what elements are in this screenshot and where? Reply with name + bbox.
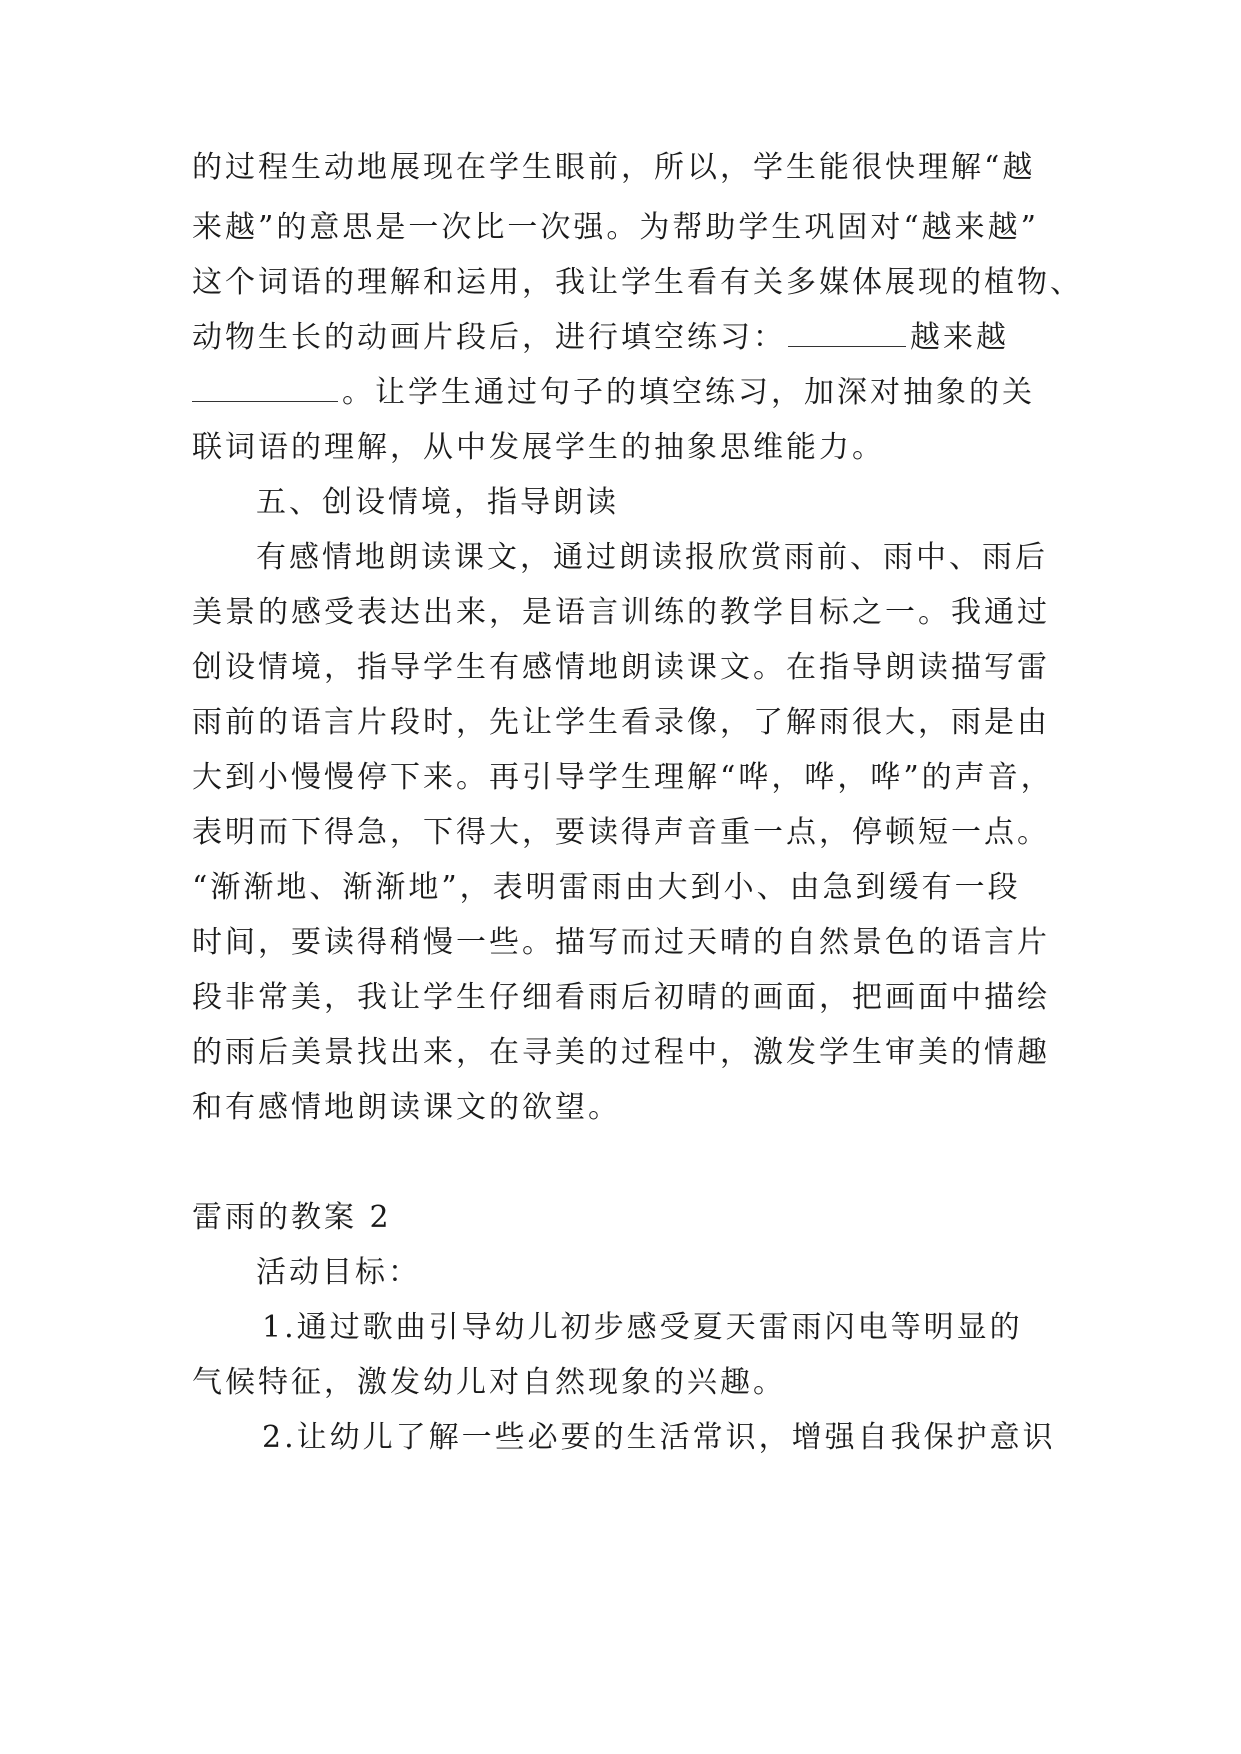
- text-line: 有感情地朗读课文，通过朗读报欣赏雨前、雨中、雨后: [256, 540, 1048, 575]
- text-line: 大到小慢慢停下来。再引导学生理解“哗，哗，哗”的声音，: [192, 760, 1054, 795]
- text-line: 这个词语的理解和运用，我让学生看有关多媒体展现的植物、: [192, 265, 1083, 300]
- section-label: 活动目标：: [256, 1255, 421, 1290]
- text-line: 表明而下得急，下得大，要读得声音重一点，停顿短一点。: [192, 815, 1050, 850]
- text-line: [192, 318, 1092, 358]
- text-line: 美景的感受表达出来，是语言训练的教学目标之一。我通过: [192, 595, 1050, 630]
- text-line: 创设情境，指导学生有感情地朗读课文。在指导朗读描写雷: [192, 650, 1050, 685]
- text-segment: 。让学生通过句子的填空练习，加深对抽象的关: [342, 375, 1035, 410]
- list-item: 1.通过歌曲引导幼儿初步感受夏天雷雨闪电等明显的: [262, 1310, 1023, 1345]
- list-item: 2.让幼儿了解一些必要的生活常识，增强自我保护意识: [262, 1420, 1056, 1455]
- document-title: 雷雨的教案 2: [192, 1200, 392, 1235]
- text-line: [192, 373, 1092, 413]
- text-line: “渐渐地、渐渐地”，表明雷雨由大到小、由急到缓有一段: [192, 870, 1021, 905]
- text-segment: 越来越: [910, 320, 1009, 355]
- text-segment: 动物生长的动画片段后，进行填空练习：: [192, 320, 786, 355]
- text-line: 和有感情地朗读课文的欲望。: [192, 1090, 621, 1125]
- text-line: 气候特征，激发幼儿对自然现象的兴趣。: [192, 1365, 786, 1400]
- fill-in-blank: [788, 318, 906, 347]
- text-line: 时间，要读得稍慢一些。描写而过天晴的自然景色的语言片: [192, 925, 1050, 960]
- text-line: 来越”的意思是一次比一次强。为帮助学生巩固对“越来越”: [192, 210, 1040, 245]
- text-line: 段非常美，我让学生仔细看雨后初晴的画面，把画面中描绘: [192, 980, 1050, 1015]
- text-line: 雨前的语言片段时，先让学生看录像，了解雨很大，雨是由: [192, 705, 1050, 740]
- section-heading: 五、创设情境，指导朗读: [256, 485, 619, 520]
- text-line: 的雨后美景找出来，在寻美的过程中，激发学生审美的情趣: [192, 1035, 1050, 1070]
- text-line: 联词语的理解，从中发展学生的抽象思维能力。: [192, 430, 885, 465]
- text-line: 的过程生动地展现在学生眼前，所以，学生能很快理解“越: [192, 150, 1036, 185]
- fill-in-blank: [192, 373, 338, 402]
